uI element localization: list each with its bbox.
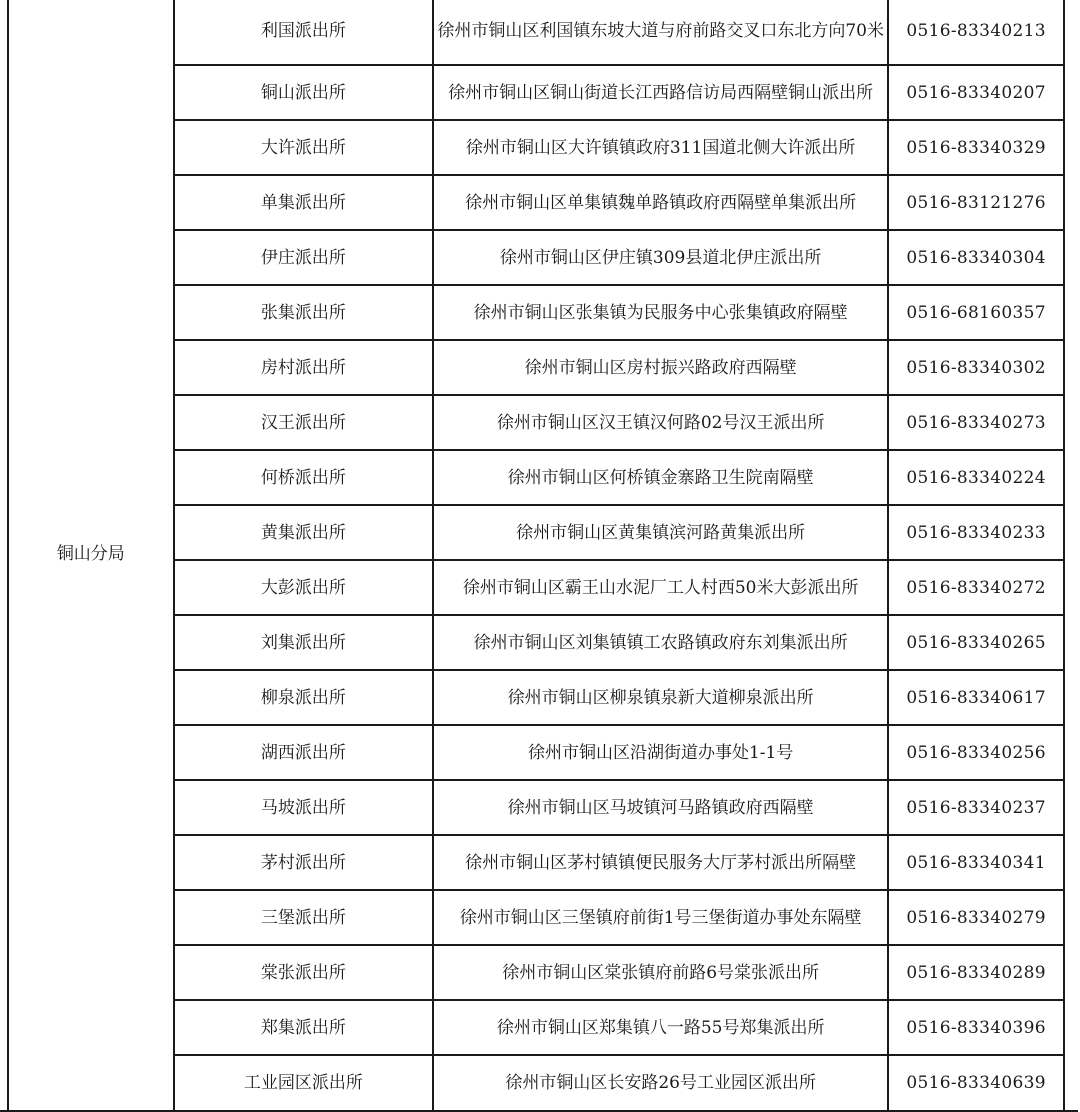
station-name-cell: 张集派出所 xyxy=(174,285,433,340)
station-name-cell: 汉王派出所 xyxy=(174,395,433,450)
station-name-cell: 伊庄派出所 xyxy=(174,230,433,285)
station-name-cell: 大彭派出所 xyxy=(174,560,433,615)
address-cell: 徐州市铜山区大许镇镇政府311国道北侧大许派出所 xyxy=(433,120,888,175)
phone-cell: 0516-83340233 xyxy=(888,505,1064,560)
address-cell: 徐州市铜山区黄集镇滨河路黄集派出所 xyxy=(433,505,888,560)
address-cell: 徐州市铜山区郑集镇八一路55号郑集派出所 xyxy=(433,1000,888,1055)
right-edge-cell xyxy=(1064,0,1078,1111)
address-cell: 徐州市铜山区何桥镇金寨路卫生院南隔壁 xyxy=(433,450,888,505)
station-name-cell: 湖西派出所 xyxy=(174,725,433,780)
address-cell: 徐州市铜山区伊庄镇309县道北伊庄派出所 xyxy=(433,230,888,285)
station-name-cell: 柳泉派出所 xyxy=(174,670,433,725)
station-name-cell: 郑集派出所 xyxy=(174,1000,433,1055)
station-name-cell: 利国派出所 xyxy=(174,0,433,65)
station-name-cell: 黄集派出所 xyxy=(174,505,433,560)
phone-cell: 0516-83340265 xyxy=(888,615,1064,670)
address-cell: 徐州市铜山区沿湖街道办事处1-1号 xyxy=(433,725,888,780)
phone-cell: 0516-83340279 xyxy=(888,890,1064,945)
address-cell: 徐州市铜山区铜山街道长江西路信访局西隔壁铜山派出所 xyxy=(433,65,888,120)
station-name-cell: 铜山派出所 xyxy=(174,65,433,120)
address-cell: 徐州市铜山区房村振兴路政府西隔壁 xyxy=(433,340,888,395)
phone-cell: 0516-83340304 xyxy=(888,230,1064,285)
phone-cell: 0516-83340396 xyxy=(888,1000,1064,1055)
address-cell: 徐州市铜山区张集镇为民服务中心张集镇政府隔壁 xyxy=(433,285,888,340)
phone-cell: 0516-83340617 xyxy=(888,670,1064,725)
phone-cell: 0516-83340213 xyxy=(888,0,1064,65)
phone-cell: 0516-83121276 xyxy=(888,175,1064,230)
address-cell: 徐州市铜山区棠张镇府前路6号棠张派出所 xyxy=(433,945,888,1000)
address-cell: 徐州市铜山区长安路26号工业园区派出所 xyxy=(433,1055,888,1111)
bureau-cell: 铜山分局 xyxy=(8,0,174,1111)
station-name-cell: 茅村派出所 xyxy=(174,835,433,890)
station-name-cell: 刘集派出所 xyxy=(174,615,433,670)
phone-cell: 0516-83340341 xyxy=(888,835,1064,890)
station-name-cell: 何桥派出所 xyxy=(174,450,433,505)
left-edge-cell xyxy=(0,0,8,1111)
address-cell: 徐州市铜山区单集镇魏单路镇政府西隔壁单集派出所 xyxy=(433,175,888,230)
address-cell: 徐州市铜山区茅村镇镇便民服务大厅茅村派出所隔壁 xyxy=(433,835,888,890)
phone-cell: 0516-83340256 xyxy=(888,725,1064,780)
address-cell: 徐州市铜山区刘集镇镇工农路镇政府东刘集派出所 xyxy=(433,615,888,670)
station-name-cell: 大许派出所 xyxy=(174,120,433,175)
phone-cell: 0516-83340289 xyxy=(888,945,1064,1000)
station-name-cell: 三堡派出所 xyxy=(174,890,433,945)
address-cell: 徐州市铜山区柳泉镇泉新大道柳泉派出所 xyxy=(433,670,888,725)
phone-cell: 0516-83340302 xyxy=(888,340,1064,395)
table-row xyxy=(0,0,1078,65)
phone-cell: 0516-68160357 xyxy=(888,285,1064,340)
phone-cell: 0516-83340639 xyxy=(888,1055,1064,1111)
phone-cell: 0516-83340207 xyxy=(888,65,1064,120)
station-name-cell: 棠张派出所 xyxy=(174,945,433,1000)
address-cell: 徐州市铜山区三堡镇府前街1号三堡街道办事处东隔壁 xyxy=(433,890,888,945)
station-name-cell: 房村派出所 xyxy=(174,340,433,395)
station-name-cell: 单集派出所 xyxy=(174,175,433,230)
phone-cell: 0516-83340272 xyxy=(888,560,1064,615)
phone-cell: 0516-83340237 xyxy=(888,780,1064,835)
phone-cell: 0516-83340329 xyxy=(888,120,1064,175)
station-name-cell: 工业园区派出所 xyxy=(174,1055,433,1111)
address-cell: 徐州市铜山区马坡镇河马路镇政府西隔壁 xyxy=(433,780,888,835)
station-name-cell: 马坡派出所 xyxy=(174,780,433,835)
phone-cell: 0516-83340273 xyxy=(888,395,1064,450)
address-cell: 徐州市铜山区利国镇东坡大道与府前路交叉口东北方向70米 xyxy=(433,0,888,65)
phone-cell: 0516-83340224 xyxy=(888,450,1064,505)
address-cell: 徐州市铜山区霸王山水泥厂工人村西50米大彭派出所 xyxy=(433,560,888,615)
address-cell: 徐州市铜山区汉王镇汉何路02号汉王派出所 xyxy=(433,395,888,450)
